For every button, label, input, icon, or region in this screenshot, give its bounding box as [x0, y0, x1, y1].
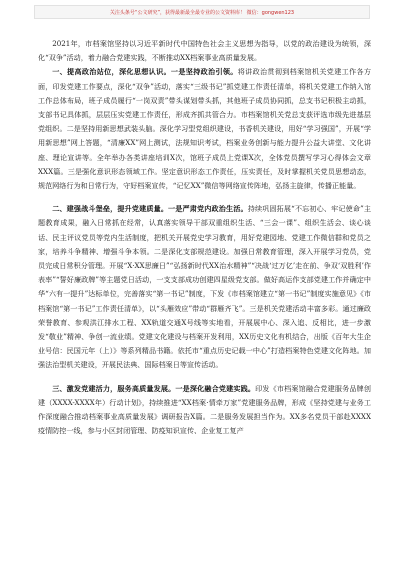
document-body [38, 37, 371, 438]
section-one-text: 将讲政治贯彻到档案馆机关党建工作各方面，印发党建工作要点，深化“双争”活动，落实“三级书记”抓党建工作责任清单，将机关党建工作纳入馆工作总体布局，班子成员履行“一岗双责”带头谋划带头抓，其他班子成员协同抓，总支书记积极主动抓，支部书记具体抓，层层压实党建工作责任，形成齐抓共管合力。市档案馆机关党总支获评选市级先进基层党组织。二是坚持用新思想武装头脑。深化学习型党组织建设，书香机关建设，用好“学习强国”，开展“学用新思想”网上答题，“清廉XX”网上测试，法规知识考试，档案业务创新与能力提升公益大讲堂、文化讲座、理论宣讲等。全年举办各类讲座培训X次，馆班子成员上党课X次，全体党员撰写学习心得体会文章XXX篇。三是强化意识形态领域工作。坚定意识形态工作责任，压实责任，及时掌握机关党员思想动态，规范网络行为和日常行为，守好档案宣传，“记忆XX”微信等网络宣传阵地，弘扬主旋律，传播正能量。 [38, 67, 371, 191]
section-three-paragraph [38, 382, 371, 439]
intro-paragraph [38, 37, 371, 65]
section-two-heading: 二、建强战斗堡垒，提升党建质量。一是严肃党内政治生活。 [52, 204, 248, 214]
section-two-paragraph [38, 202, 371, 372]
top-promo-banner: 关注头条号“公文研究”，获得最新最全最专业的公文资料库！ 微信：gongwen123 [34, 5, 370, 19]
section-one-paragraph [38, 65, 371, 193]
section-one-heading: 一、提高政治站位，深化思想认识。一是坚持政治引领。 [52, 67, 238, 77]
section-three-text: 印发《市档案馆融合党建服务品牌创建（XXXX-XXXX年）行动计划》，持续推进“XX档案·情牵万家”党建服务品牌，形成《坚持党建与业务工作深度融合推动档案事业高质量发展》调研报告X篇。二是服务发展担当作为。XX多名党员干部赴XXXX疫情防控一线，参与小区封闭管理、防疫知识宣传、企业复工复产 [38, 383, 372, 436]
section-three-heading: 三、激发党建活力，服务高质量发展。一是深化融合党建实践。 [52, 383, 256, 393]
section-two-text: 持续巩固拓展“不忘初心、牢记使命”主题教育成果，融入日常抓在经常，认真落实领导干部双重组织生活、“三会一课”、组织生活会、谈心谈话、民主评议党员等党内生活制度，把机关开展党史学习教育，用好党建园地、党建工作微信群和党员之家，培养斗争精神、增强斗争本领。二是深化支部规范建设。加强日常教育管理，深入开展学习党员，党员完成日常积分管理。开展“X·XX思廉日”“弘扬新时代XX治水精神”“决战‘过万亿’走在前、争双‘双胜利’作表率”“誓好廉政牌”等主题党日活动，一支支部成功创建四星级党支部。做好高运作支部党建工作并确定中华“六有一提升”达标单位，完善落实“第一书记”制度，下发《市档案馆建立“第一书记”制度实施意见》《市档案馆“第一书记”工作责任清单》，以“头雁效应”带动“群雁齐飞”。三是机关党建活动丰富多彩。通过廉政荣誉教育、参观洪江排水工程、XX轨道交通X号线等实地看，开展展中心、深入追、反相比，进一步激发“敬业”精神、争创一流业绩。党建文化建设与档案开发利用，XX历史文化有机结合，出版《百年大生企业号信：民国元年（上）》等系列精品书籍。依托市“重点历史记载一中心”打造档案特色党建文化阵地。加强法治型机关建设，开展民法典、国际档案日等宣传活动。 [38, 204, 371, 370]
paragraph-text: 2021年，市档案馆坚持以习近平新时代中国特色社会主义思想为指导，以党的政治建设为统领，深化“双争”活动，着力融合党建实践，不断推动XX档案事业高质量发展。 [38, 39, 371, 63]
